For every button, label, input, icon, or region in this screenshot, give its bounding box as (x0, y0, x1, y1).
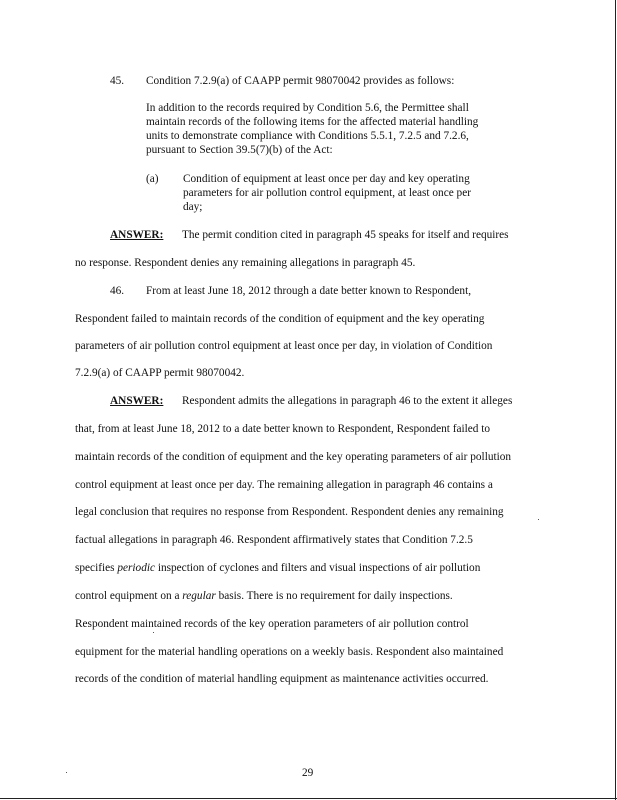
answer-line: that, from at least June 18, 2012 to a date better known to Respondent, Respondent failed to (75, 423, 491, 435)
quote-line: units to demonstrate compliance with Conditions 5.5.1, 7.2.5 and 7.2.6, (146, 130, 469, 142)
scan-speck (538, 519, 539, 520)
answer-line: Respondent admits the allegations in paragraph 46 to the extent it alleges (182, 395, 513, 407)
answer-label: ANSWER: (110, 395, 164, 407)
quote-line: In addition to the records required by Condition 5.6, the Permittee shall (146, 102, 469, 114)
answer-line: equipment for the material handling operations on a weekly basis. Respondent also maintained (75, 646, 504, 658)
item-label: (a) (146, 173, 159, 185)
answer-line: control equipment on a regular basis. There is no requirement for daily inspections. (75, 590, 453, 602)
scan-edge-right (615, 0, 616, 800)
scan-edge-bottom (0, 798, 617, 799)
paragraph-line: Respondent failed to maintain records of the condition of equipment and the key operating (75, 313, 485, 325)
answer-line: specifies periodic inspection of cyclones and filters and visual inspections of air pollution (75, 562, 481, 574)
quote-line: pursuant to Section 39.5(7)(b) of the Act: (146, 144, 333, 156)
paragraph-text: Condition 7.2.9(a) of CAAPP permit 98070042 provides as follows: (146, 75, 455, 87)
answer-line: factual allegations in paragraph 46. Respondent affirmatively states that Condition 7.2.5 (75, 534, 473, 546)
quote-line: maintain records of the following items for the affected material handling (146, 116, 479, 128)
scan-speck (153, 632, 154, 633)
answer-label: ANSWER: (110, 229, 164, 241)
emphasis-periodic: periodic (117, 562, 156, 574)
answer-line: control equipment at least once per day. The remaining allegation in paragraph 46 contains a (75, 479, 493, 491)
emphasis-regular: regular (182, 590, 216, 602)
item-line: parameters for air pollution control equipment, at least once per (183, 187, 471, 199)
paragraph-line: parameters of air pollution control equipment at least once per day, in violation of Condition (75, 340, 493, 352)
answer-line: legal conclusion that requires no response from Respondent. Respondent denies any remaining (75, 506, 504, 518)
item-line: day; (183, 201, 203, 213)
answer-line: maintain records of the condition of equipment and the key operating parameters of air pollution (75, 451, 512, 463)
paragraph-line: 7.2.9(a) of CAAPP permit 98070042. (75, 367, 245, 379)
item-line: Condition of equipment at least once per day and key operating (183, 173, 470, 185)
paragraph-line: From at least June 18, 2012 through a date better known to Respondent, (146, 285, 472, 297)
answer-line: no response. Respondent denies any remaining allegations in paragraph 45. (75, 257, 416, 269)
paragraph-number: 45. (110, 75, 125, 87)
paragraph-number: 46. (110, 285, 125, 297)
answer-line: records of the condition of material handling equipment as maintenance activities occurred. (75, 673, 489, 685)
page-number: 29 (302, 767, 314, 779)
scan-speck (66, 772, 67, 773)
answer-line: The permit condition cited in paragraph 45 speaks for itself and requires (182, 229, 509, 241)
answer-line: Respondent maintained records of the key operation parameters of air pollution control (75, 618, 469, 630)
